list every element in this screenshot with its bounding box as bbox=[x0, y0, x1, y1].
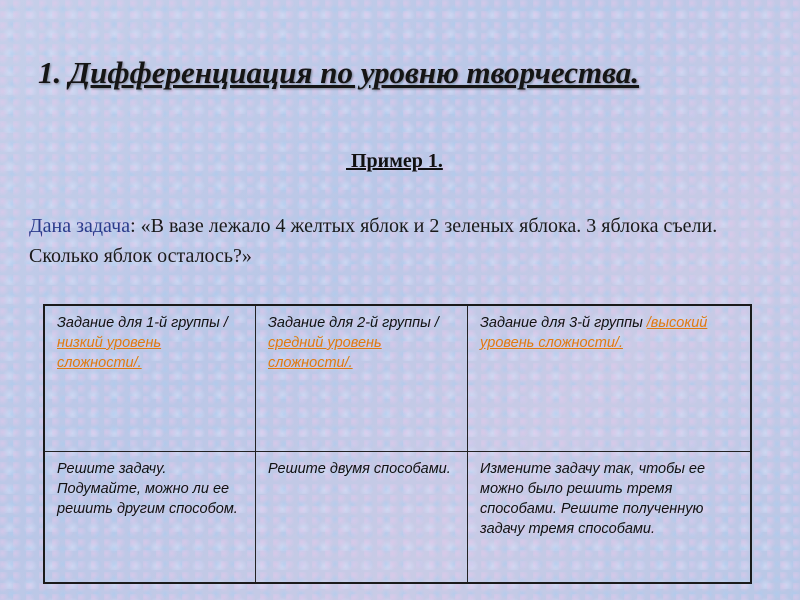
example-heading: Пример 1. bbox=[346, 150, 443, 172]
header-cell-group-1 bbox=[45, 306, 256, 452]
task-cell-group-3: Измените задачу так, чтобы ее можно было решить тремя способами. Решите полученную задачу тремя способами. bbox=[480, 461, 706, 537]
title-number: 1. bbox=[38, 55, 62, 90]
task-text: : «В вазе лежало 4 желтых яблок и 2 зеленых яблока. 3 яблока съели. Сколько яблок осталось?» bbox=[29, 215, 718, 267]
header-cell-group-3 bbox=[468, 306, 750, 452]
slide-title bbox=[38, 55, 639, 91]
header-prefix: Задание для 2-й группы / bbox=[268, 315, 439, 331]
title-text: Дифференциация по уровню творчества. bbox=[69, 55, 640, 90]
header-prefix: Задание для 3-й группы bbox=[480, 315, 647, 331]
task-cell-group-2: Решите двумя способами. bbox=[256, 452, 468, 582]
groups-table bbox=[43, 304, 752, 584]
difficulty-link-low[interactable]: низкий уровень сложности/. bbox=[57, 335, 162, 371]
header-prefix: Задание для 1-й группы / bbox=[57, 315, 228, 331]
difficulty-link-high[interactable]: /высокий уровень сложности/. bbox=[480, 315, 708, 351]
task-cell-group-1: Решите задачу. Подумайте, можно ли ее решить другим способом. bbox=[45, 452, 256, 582]
task-label: Дана задача bbox=[29, 215, 131, 237]
difficulty-link-medium[interactable]: средний уровень сложности/. bbox=[268, 335, 382, 371]
header-cell-group-2 bbox=[256, 306, 468, 452]
task-statement bbox=[29, 211, 789, 271]
